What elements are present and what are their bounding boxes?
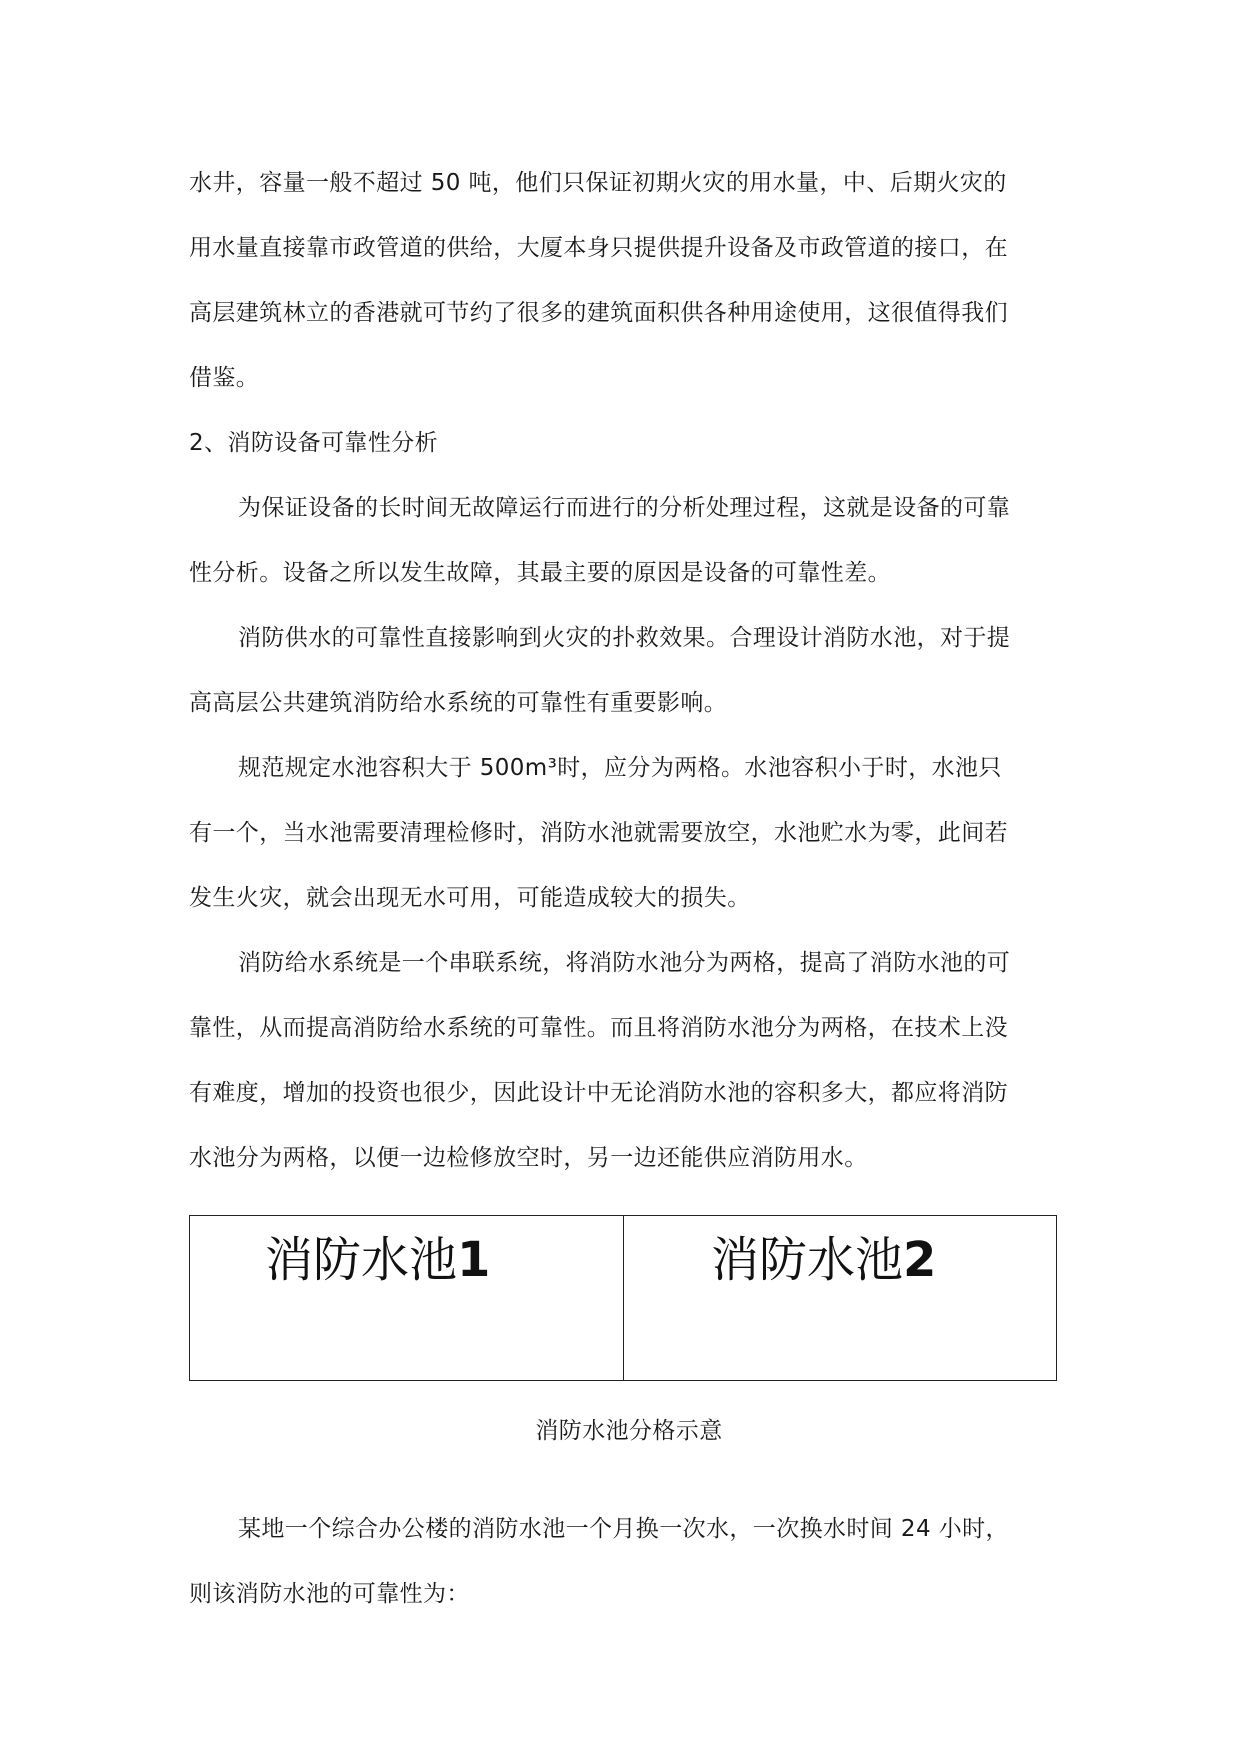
diagram-caption: 消防水池分格示意 [535,1418,723,1444]
paragraph-line: 用水量直接靠市政管道的供给，大厦本身只提供提升设备及市政管道的接口，在 [189,235,1008,261]
paragraph-line: 某地一个综合办公楼的消防水池一个月换一次水，一次换水时间 24 小时， [238,1516,1009,1542]
section-heading: 2、消防设备可靠性分析 [189,430,439,456]
paragraph-line: 为保证设备的长时间无故障运行而进行的分析处理过程，这就是设备的可靠 [238,495,1011,521]
paragraph-line: 有一个，当水池需要清理检修时，消防水池就需要放空，水池贮水为零，此间若 [189,820,1008,846]
paragraph-line: 水池分为两格，以便一边检修放空时，另一边还能供应消防用水。 [189,1145,868,1171]
paragraph-line: 借鉴。 [189,365,260,391]
pool-2-text: 消防水池 [711,1232,904,1288]
pool-2-label [711,1230,936,1290]
pool-1-cell [190,1216,624,1380]
pool-2-number: 2 [903,1232,937,1288]
paragraph-line: 高层建筑林立的香港就可节约了很多的建筑面积供各种用途使用，这很值得我们 [189,300,1008,326]
paragraph-line: 性分析。设备之所以发生故障，其最主要的原因是设备的可靠性差。 [189,560,891,586]
pool-2-cell [624,1216,1056,1380]
paragraph-line: 靠性，从而提高消防给水系统的可靠性。而且将消防水池分为两格，在技术上没 [189,1015,1008,1041]
paragraph-line: 水井，容量一般不超过 50 吨，他们只保证初期火灾的用水量，中、后期火灾的 [189,170,1007,196]
pool-1-label [265,1230,490,1290]
paragraph-line: 高高层公共建筑消防给水系统的可靠性有重要影响。 [189,690,728,716]
paragraph-line: 消防给水系统是一个串联系统，将消防水池分为两格，提高了消防水池的可 [238,950,1011,976]
paragraph-line: 消防供水的可靠性直接影响到火灾的扑救效果。合理设计消防水池，对于提 [238,625,1011,651]
pool-1-number: 1 [457,1232,491,1288]
paragraph-line: 有难度，增加的投资也很少，因此设计中无论消防水池的容积多大，都应将消防 [189,1080,1008,1106]
paragraph-line: 发生火灾，就会出现无水可用，可能造成较大的损失。 [189,885,751,911]
pool-1-text: 消防水池 [265,1232,458,1288]
pool-division-diagram [189,1215,1057,1381]
paragraph-line: 规范规定水池容积大于 500m³时，应分为两格。水池容积小于时，水池只 [238,755,1002,781]
paragraph-line: 则该消防水池的可靠性为： [189,1581,470,1607]
